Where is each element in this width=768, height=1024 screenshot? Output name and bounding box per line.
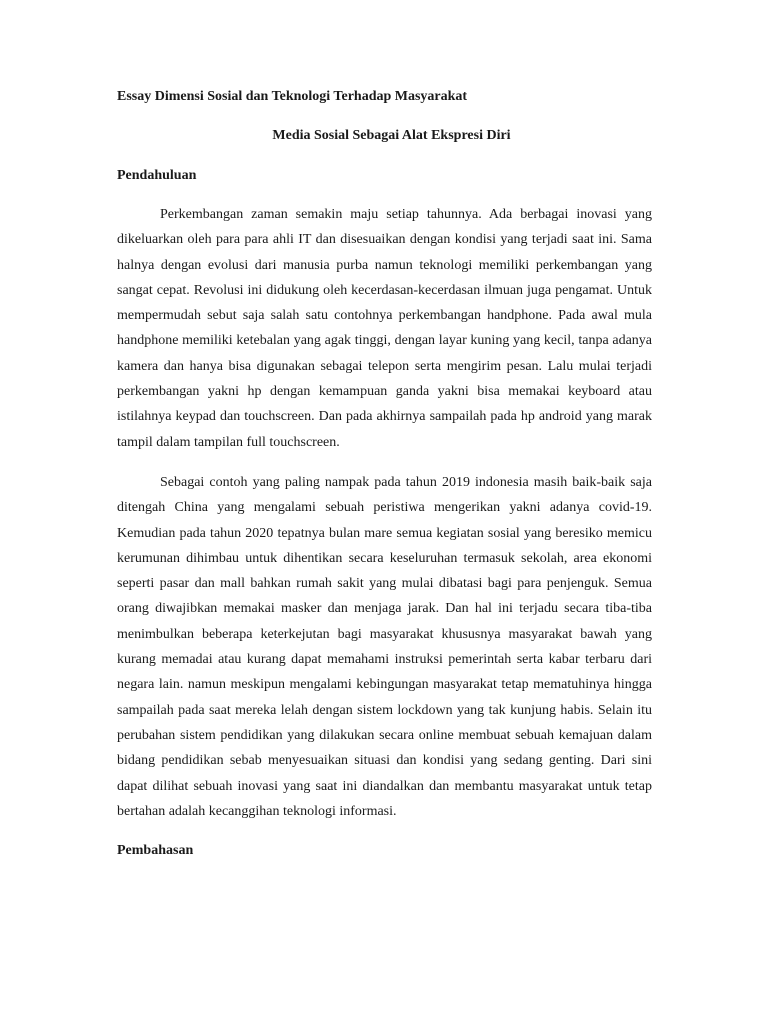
paragraph-1: Perkembangan zaman semakin maju setiap tahunnya. Ada berbagai inovasi yang dikeluarkan oleh para para ahli IT dan disesuaikan dengan kondisi yang terjadi saat ini. Sama halnya dengan evolusi dari manusia purba namun teknologi memiliki perkembangan yang sangat cepat. Revolusi ini didukung oleh kecerdasan-kecerdasan ilmuan juga pengamat. Untuk mempermudah sebut saja salah satu contohnya perkembangan handphone. Pada awal mula handphone memiliki ketebalan yang agak tinggi, dengan layar kuning yang kecil, tanpa adanya kamera dan hanya bisa digunakan sebagai telepon serta mengirim pesan. Lalu mulai terjadi perkembangan yakni hp dengan kemampuan ganda yakni bisa memakai keyboard atau istilahnya keypad dan touchscreen. Dan pada akhirnya sampailah pada hp android yang marak tampil dalam tampilan full touchscreen. (117, 207, 652, 450)
document-subtitle: Media Sosial Sebagai Alat Ekspresi Diri (272, 128, 511, 143)
document-title: Essay Dimensi Sosial dan Teknologi Terhadap Masyarakat (117, 89, 468, 104)
document-page (117, 84, 652, 861)
paragraph-2: Sebagai contoh yang paling nampak pada tahun 2019 indonesia masih baik-baik saja ditengah China yang mengalami sebuah peristiwa mengerikan yakni adanya covid-19. Kemudian pada tahun 2020 tepatnya bulan mare semua kegiatan sosial yang beresiko memicu kerumunan dihimbau untuk dihentikan secara keseluruhan termasuk sekolah, area ekonomi seperti pasar dan mall bahkan rumah sakit yang mulai dibatasi bagi para penjenguk. Semua orang diwajibkan memakai masker dan menjaga jarak. Dan hal ini terjadu secara tiba-tiba menimbulkan beberapa keterkejutan bagi masyarakat khususnya masyarakat bawah yang kurang memadai atau kurang dapat memahami instruksi pemerintah serta kabar terbaru dari negara lain. namun meskipun mengalami kebingungan masyarakat tetap mematuhinya hingga sampailah pada saat mereka lelah dengan sistem lockdown yang tak kunjung habis. Selain itu perubahan sistem pendidikan yang dilakukan secara online membuat sebuah kemajuan dalam bidang pendidikan sebab menyesuaikan situasi dan kondisi yang sedang genting. Dari sini dapat dilihat sebuah inovasi yang saat ini diandalkan dan membantu masyarakat untuk tetap bertahan adalah kecanggihan teknologi informasi. (117, 474, 652, 819)
section-heading-pembahasan: Pembahasan (117, 843, 194, 859)
section-heading-pendahuluan: Pendahuluan (117, 168, 197, 183)
